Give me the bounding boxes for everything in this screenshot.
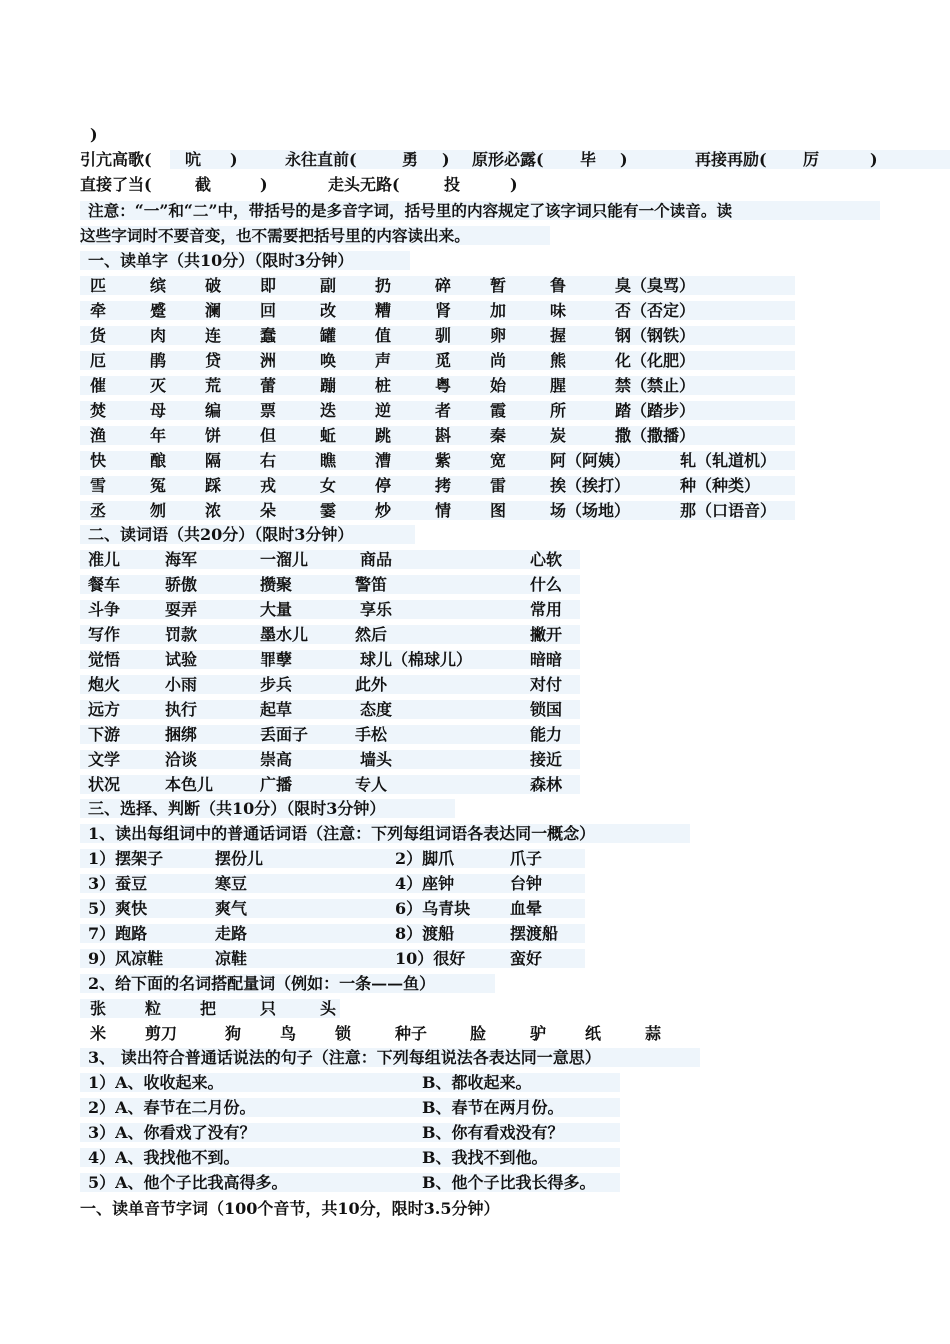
char-item: 母	[150, 401, 167, 420]
idiom-close: )	[230, 150, 238, 169]
fragment-text: )	[90, 125, 98, 144]
highlight	[80, 575, 580, 594]
section2-title-line	[80, 522, 880, 547]
section3-title-line	[80, 796, 880, 821]
unit-item: 头	[320, 999, 337, 1018]
char-item: 票	[260, 401, 277, 420]
sentence-b: B、你有看戏没有？	[422, 1123, 564, 1142]
q3-row	[80, 1145, 880, 1170]
char-item: 焚	[90, 401, 107, 420]
sentence-a: 1）A、收收起来。	[88, 1073, 224, 1092]
highlight	[80, 650, 580, 669]
word-item: 下游	[88, 725, 121, 744]
char-item: 图	[490, 501, 507, 520]
word-item: 接近	[530, 750, 563, 769]
char-item: 破	[205, 276, 222, 295]
section1-row	[80, 373, 880, 398]
idiom-answer: 吭	[185, 150, 202, 169]
char-item: 糟	[375, 301, 392, 320]
word-item: 撇开	[530, 625, 563, 644]
q1-item: 爪子	[510, 849, 543, 868]
q2-title: 2、给下面的名词搭配量词（例如：一条——鱼）	[88, 974, 436, 993]
unit-item: 粒	[145, 999, 162, 1018]
char-item: 斟	[435, 426, 452, 445]
char-item: 澜	[205, 301, 222, 320]
word-item: 森林	[530, 775, 563, 794]
word-item: 罪孽	[260, 650, 293, 669]
idiom-close: )	[870, 150, 878, 169]
word-item: 准儿	[88, 550, 121, 569]
noun-item: 鸟	[280, 1024, 297, 1043]
word-item: 崇高	[260, 750, 293, 769]
word-item: 球儿（棉球儿）	[360, 650, 473, 669]
char-item: 鹃	[150, 351, 167, 370]
idiom-close: )	[620, 150, 628, 169]
char-item: 粤	[435, 376, 452, 395]
section2-row	[80, 547, 880, 572]
highlight	[80, 550, 580, 569]
idiom-close: )	[260, 175, 268, 194]
word-item: 耍弄	[165, 600, 198, 619]
section1-row	[80, 323, 880, 348]
char-item: 驯	[435, 326, 452, 345]
char-item: 隔	[205, 451, 222, 470]
note-text: 注意：“一”和“二”中，带括号的是多音字词，括号里的内容规定了该字词只能有一个读音。读	[88, 201, 733, 220]
char-item: 熊	[550, 351, 567, 370]
char-item: 女	[320, 476, 337, 495]
section1-row	[80, 448, 880, 473]
word-item: 斗争	[88, 600, 121, 619]
q1-item: 9）风凉鞋	[88, 949, 164, 968]
q3-title-line	[80, 1045, 880, 1070]
word-item: 餐车	[88, 575, 121, 594]
idiom-close: )	[442, 150, 450, 169]
sentence-a: 5）A、他个子比我高得多。	[88, 1173, 288, 1192]
char-item: 所	[550, 401, 567, 420]
word-item: 执行	[165, 700, 198, 719]
char-item: 匹	[90, 276, 107, 295]
char-item: 碎	[435, 276, 452, 295]
char-item: 年	[150, 426, 167, 445]
char-item: 即	[260, 276, 277, 295]
idiom-answer: 截	[195, 175, 212, 194]
char-item: 蹙	[150, 301, 167, 320]
idiom-answer: 毕	[580, 150, 597, 169]
char-item: 编	[205, 401, 222, 420]
word-item: 然后	[355, 625, 388, 644]
char-item: 臭（臭骂）	[615, 276, 696, 295]
highlight	[80, 600, 580, 619]
word-item: 起草	[260, 700, 293, 719]
section2-row	[80, 722, 880, 747]
char-item: 禁（禁止）	[615, 376, 696, 395]
section3-title: 三、选择、判断（共10分）（限时3分钟）	[88, 799, 386, 818]
char-item: 饼	[205, 426, 222, 445]
word-item: 捆绑	[165, 725, 198, 744]
highlight	[80, 775, 580, 794]
word-item: 广播	[260, 775, 293, 794]
char-item: 迭	[320, 401, 337, 420]
char-item: 霎	[320, 501, 337, 520]
q1-row	[80, 846, 880, 871]
word-item: 试验	[165, 650, 198, 669]
word-item: 小雨	[165, 675, 198, 694]
word-item: 专人	[355, 775, 388, 794]
char-item: 刎	[150, 501, 167, 520]
sentence-b: B、春节在两月份。	[422, 1098, 564, 1117]
section1-row	[80, 473, 880, 498]
sentence-b: B、他个子比我长得多。	[422, 1173, 596, 1192]
idiom-text: 引亢高歌(	[80, 150, 152, 169]
word-item: 警笛	[355, 575, 388, 594]
noun-item: 蒜	[645, 1024, 662, 1043]
char-item: 肾	[435, 301, 452, 320]
char-item: 炒	[375, 501, 392, 520]
word-item: 骄傲	[165, 575, 198, 594]
unit-item: 张	[90, 999, 107, 1018]
q3-title: 3、 读出符合普通话说法的句子（注意：下列每组说法各表达同一意思）	[88, 1048, 601, 1067]
idioms-row-1	[80, 147, 880, 172]
char-item: 化（化肥）	[615, 351, 696, 370]
highlight	[80, 700, 580, 719]
char-item: 逆	[375, 401, 392, 420]
q1-item: 摆渡船	[510, 924, 559, 943]
section2-title: 二、读词语（共20分）（限时3分钟）	[88, 525, 354, 544]
word-item: 丢面子	[260, 725, 309, 744]
word-item: 此外	[355, 675, 388, 694]
q1-item: 1）摆架子	[88, 849, 164, 868]
char-item: 浓	[205, 501, 222, 520]
sentence-a: 4）A、我找他不到。	[88, 1148, 240, 1167]
section2-row	[80, 747, 880, 772]
unit-item: 把	[200, 999, 217, 1018]
idiom-close: )	[510, 175, 518, 194]
char-item: 牵	[90, 301, 107, 320]
word-item: 墙头	[360, 750, 393, 769]
noun-item: 驴	[530, 1024, 547, 1043]
char-item: 肉	[150, 326, 167, 345]
word-item: 炮火	[88, 675, 121, 694]
sentence-a: 2）A、春节在二月份。	[88, 1098, 256, 1117]
char-item: 扔	[375, 276, 392, 295]
word-item: 一溜儿	[260, 550, 309, 569]
char-item: 桩	[375, 376, 392, 395]
q1-row	[80, 871, 880, 896]
char-item: 厄	[90, 351, 107, 370]
q1-title-line	[80, 821, 880, 846]
section1-title: 一、读单字（共10分）（限时3分钟）	[88, 251, 354, 270]
char-item: 始	[490, 376, 507, 395]
word-item: 本色儿	[165, 775, 214, 794]
highlight	[80, 675, 580, 694]
word-item: 商品	[360, 550, 393, 569]
q1-item: 台钟	[510, 874, 543, 893]
q3-row	[80, 1095, 880, 1120]
idiom-text: 走头无路(	[328, 175, 400, 194]
section1-row	[80, 273, 880, 298]
q3-row	[80, 1170, 880, 1195]
char-item: 者	[435, 401, 452, 420]
idiom-text: 永往直前(	[285, 150, 357, 169]
q1-item: 6）乌青块	[395, 899, 471, 918]
char-item: 洲	[260, 351, 277, 370]
char-item: 觅	[435, 351, 452, 370]
q2-title-line	[80, 971, 880, 996]
char-item: 秦	[490, 426, 507, 445]
q1-item: 凉鞋	[215, 949, 248, 968]
noun-item: 剪刀	[145, 1024, 178, 1043]
char-item: 冤	[150, 476, 167, 495]
noun-item: 锁	[335, 1024, 352, 1043]
q1-item: 爽气	[215, 899, 248, 918]
sentence-b: B、都收起来。	[422, 1073, 532, 1092]
note-line-1	[80, 198, 880, 223]
char-item: 催	[90, 376, 107, 395]
word-item: 大量	[260, 600, 293, 619]
word-item: 文学	[88, 750, 121, 769]
char-item: 朵	[260, 501, 277, 520]
char-item: 蠢	[260, 326, 277, 345]
q1-item: 8）渡船	[395, 924, 455, 943]
note-line-2	[80, 223, 880, 248]
q1-item: 血晕	[510, 899, 543, 918]
section2-row	[80, 622, 880, 647]
char-item: 酿	[150, 451, 167, 470]
char-item: 罐	[320, 326, 337, 345]
char-item: 蕾	[260, 376, 277, 395]
word-item: 常用	[530, 600, 563, 619]
char-item: 撒（撒播）	[615, 426, 696, 445]
idiom-text: 原形必露(	[472, 150, 544, 169]
word-item: 状况	[88, 775, 121, 794]
char-item: 宽	[490, 451, 507, 470]
char-item: 跳	[375, 426, 392, 445]
section2-row	[80, 672, 880, 697]
q1-item: 3）蚕豆	[88, 874, 148, 893]
word-item: 心软	[530, 550, 563, 569]
section2-row	[80, 597, 880, 622]
char-item: 卵	[490, 326, 507, 345]
char-item: 回	[260, 301, 277, 320]
q1-item: 4）座钟	[395, 874, 455, 893]
highlight	[80, 625, 580, 644]
char-item: 贷	[205, 351, 222, 370]
char-item: 瞧	[320, 451, 337, 470]
char-item: 握	[550, 326, 567, 345]
noun-item: 纸	[585, 1024, 602, 1043]
char-item: 停	[375, 476, 392, 495]
noun-item: 脸	[470, 1024, 487, 1043]
char-item: 渔	[90, 426, 107, 445]
q1-item: 摆份儿	[215, 849, 264, 868]
char-item: 连	[205, 326, 222, 345]
q1-item: 蛮好	[510, 949, 543, 968]
noun-item: 狗	[225, 1024, 242, 1043]
char-item: 拷	[435, 476, 452, 495]
char-item: 尚	[490, 351, 507, 370]
char-item: 钢（钢铁）	[615, 326, 696, 345]
word-item: 罚款	[165, 625, 198, 644]
footer-heading-line	[80, 1196, 880, 1221]
sentence-b: B、我找不到他。	[422, 1148, 548, 1167]
q1-row	[80, 946, 880, 971]
char-item: 雪	[90, 476, 107, 495]
char-item: 情	[435, 501, 452, 520]
word-item: 墨水儿	[260, 625, 309, 644]
idiom-text: 直接了当(	[80, 175, 152, 194]
char-item: 轧（轧道机）	[680, 451, 777, 470]
noun-item: 米	[90, 1024, 107, 1043]
q1-item: 2）脚爪	[395, 849, 455, 868]
char-item: 声	[375, 351, 392, 370]
word-item: 态度	[360, 700, 393, 719]
char-item: 快	[90, 451, 107, 470]
q1-item: 5）爽快	[88, 899, 148, 918]
word-item: 手松	[355, 725, 388, 744]
char-item: 蚯	[320, 426, 337, 445]
section2-row	[80, 647, 880, 672]
highlight	[80, 750, 580, 769]
word-item: 能力	[530, 725, 563, 744]
q1-title: 1、读出每组词中的普通话词语（注意：下列每组词语各表达同一概念）	[88, 824, 596, 843]
q2-units-line	[80, 996, 880, 1021]
note-text: 这些字词时不要音变，也不需要把括号里的内容读出来。	[80, 226, 470, 245]
char-item: 但	[260, 426, 277, 445]
word-item: 洽谈	[165, 750, 198, 769]
char-item: 那（口语音）	[680, 501, 777, 520]
char-item: 副	[320, 276, 337, 295]
char-item: 暂	[490, 276, 507, 295]
q2-nouns-line	[80, 1021, 880, 1046]
char-item: 漕	[375, 451, 392, 470]
char-item: 缤	[150, 276, 167, 295]
char-item: 踩	[205, 476, 222, 495]
char-item: 炭	[550, 426, 567, 445]
q1-row	[80, 921, 880, 946]
idiom-answer: 勇	[402, 150, 419, 169]
q3-row	[80, 1120, 880, 1145]
idiom-text: 再接再励(	[695, 150, 767, 169]
q1-item: 寒豆	[215, 874, 248, 893]
section1-title-line	[80, 248, 880, 273]
section2-row	[80, 697, 880, 722]
section1-row	[80, 398, 880, 423]
section1-row	[80, 423, 880, 448]
char-item: 鲁	[550, 276, 567, 295]
word-item: 写作	[88, 625, 121, 644]
word-item: 步兵	[260, 675, 293, 694]
q1-item: 走路	[215, 924, 248, 943]
section1-row	[80, 348, 880, 373]
section1-row	[80, 498, 880, 523]
q1-row	[80, 896, 880, 921]
char-item: 丞	[90, 501, 107, 520]
unit-item: 只	[260, 999, 277, 1018]
q3-row	[80, 1070, 880, 1095]
sentence-a: 3）A、你看戏了没有？	[88, 1123, 256, 1142]
word-item: 海军	[165, 550, 198, 569]
char-item: 雷	[490, 476, 507, 495]
word-item: 觉悟	[88, 650, 121, 669]
noun-item: 种子	[395, 1024, 428, 1043]
idiom-answer: 投	[444, 175, 461, 194]
char-item: 挨（挨打）	[550, 476, 631, 495]
char-item: 戎	[260, 476, 277, 495]
highlight	[80, 725, 580, 744]
char-item: 值	[375, 326, 392, 345]
char-item: 货	[90, 326, 107, 345]
footer-heading: 一、读单音节字词（100个音节，共10分，限时3.5分钟）	[80, 1199, 500, 1218]
word-item: 暗暗	[530, 650, 563, 669]
word-item: 享乐	[360, 600, 393, 619]
char-item: 场（场地）	[550, 501, 631, 520]
q1-item: 7）跑路	[88, 924, 148, 943]
char-item: 蹦	[320, 376, 337, 395]
char-item: 右	[260, 451, 277, 470]
char-item: 加	[490, 301, 507, 320]
char-item: 味	[550, 301, 567, 320]
q1-item: 10）很好	[395, 949, 466, 968]
char-item: 种（种类）	[680, 476, 761, 495]
char-item: 唤	[320, 351, 337, 370]
section1-row	[80, 298, 880, 323]
char-item: 灭	[150, 376, 167, 395]
char-item: 霞	[490, 401, 507, 420]
char-item: 腥	[550, 376, 567, 395]
fragment-line	[80, 122, 880, 147]
word-item: 远方	[88, 700, 121, 719]
char-item: 荒	[205, 376, 222, 395]
idioms-row-2	[80, 172, 880, 197]
char-item: 踏（踏步）	[615, 401, 696, 420]
section2-row	[80, 572, 880, 597]
char-item: 否（否定）	[615, 301, 696, 320]
word-item: 对付	[530, 675, 563, 694]
word-item: 攒聚	[260, 575, 293, 594]
idiom-answer: 厉	[803, 150, 820, 169]
char-item: 紫	[435, 451, 452, 470]
char-item: 阿（阿姨）	[550, 451, 631, 470]
section2-row	[80, 772, 880, 797]
char-item: 改	[320, 301, 337, 320]
word-item: 锁国	[530, 700, 563, 719]
word-item: 什么	[530, 575, 563, 594]
